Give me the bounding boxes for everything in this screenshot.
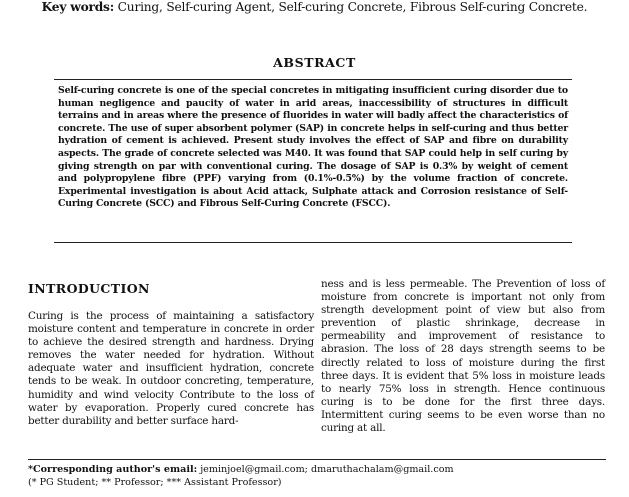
abstract-text: Self-curing concrete is one of the special concretes in mitigating insufficient curing disorder due to human negligence and paucity of water in arid areas, inaccessibility of structures in difficult terrains and in areas where the presence of fluorides in water will badly affect the characteristics of concrete. The use of super absorbent polymer (SAP) in concrete helps in self-curing and thus better hydration of cement is achieved. Present study involves the effect of SAP and fibre on durability aspects. The grade of concrete selected was M40. It was found that SAP could help in self curing by giving strength on par with conventional curing. The dosage of SAP is 0.3% by weight of cement and polypropylene fibre (PPF) varying from (0.1%-0.5%) by the volume fraction of concrete. Experimental investigation is about Acid attack, Sulphate attack and Corrosion resistance of Self-Curing Concrete (SCC) and Fibrous Self-Curing Concrete (FSCC).	[58, 85, 568, 210]
introduction-right-text: ness and is less permeable. The Prevention of loss of moisture from concrete is important not only from strength development point of view but also from prevention of plastic shrinkage, decrease in permeability and improvement of resistance to abrasion. The loss of 28 days strength seems to be directly related to loss of moisture during the first three days. It is evident that 5% loss in moisture leads to nearly 75% loss in strength. Hence continuous curing is to be done for the first three days. Intermittent curing seems to be even worse than no curing at all.	[321, 278, 605, 435]
footnote-roles: (* PG Student; ** Professor; *** Assistant Professor)	[28, 477, 282, 488]
keywords-label: Key words:	[41, 0, 114, 14]
introduction-left-text: Curing is the process of maintaining a satisfactory moisture content and temperature in concrete in order to achieve the desired strength and hardness. Drying removes the water needed for hydration. Without adequate water and insufficient hydration, concrete tends to be weak. In outdoor concreting, temperature, humidity and wind velocity Contribute to the loss of water by evaporation. Properly cured concrete has better durability and better surface hard-	[28, 310, 314, 427]
footnote-divider	[28, 459, 606, 460]
keywords-text: Curing, Self-curing Agent, Self-curing Concrete, Fibrous Self-curing Concrete.	[114, 0, 588, 14]
introduction-left-column	[28, 281, 314, 428]
abstract-title: ABSTRACT	[273, 55, 356, 70]
introduction-heading: INTRODUCTION	[28, 281, 150, 296]
footnote-email-label: *Corresponding author's email:	[28, 464, 198, 475]
footnote-emails: jeminjoel@gmail.com; dmaruthachalam@gmail.com	[197, 464, 454, 475]
footnote	[28, 463, 618, 489]
keywords-line	[0, 0, 629, 15]
introduction-right-column	[321, 278, 605, 435]
abstract-box	[54, 79, 572, 243]
footnote-email-line	[28, 463, 618, 476]
